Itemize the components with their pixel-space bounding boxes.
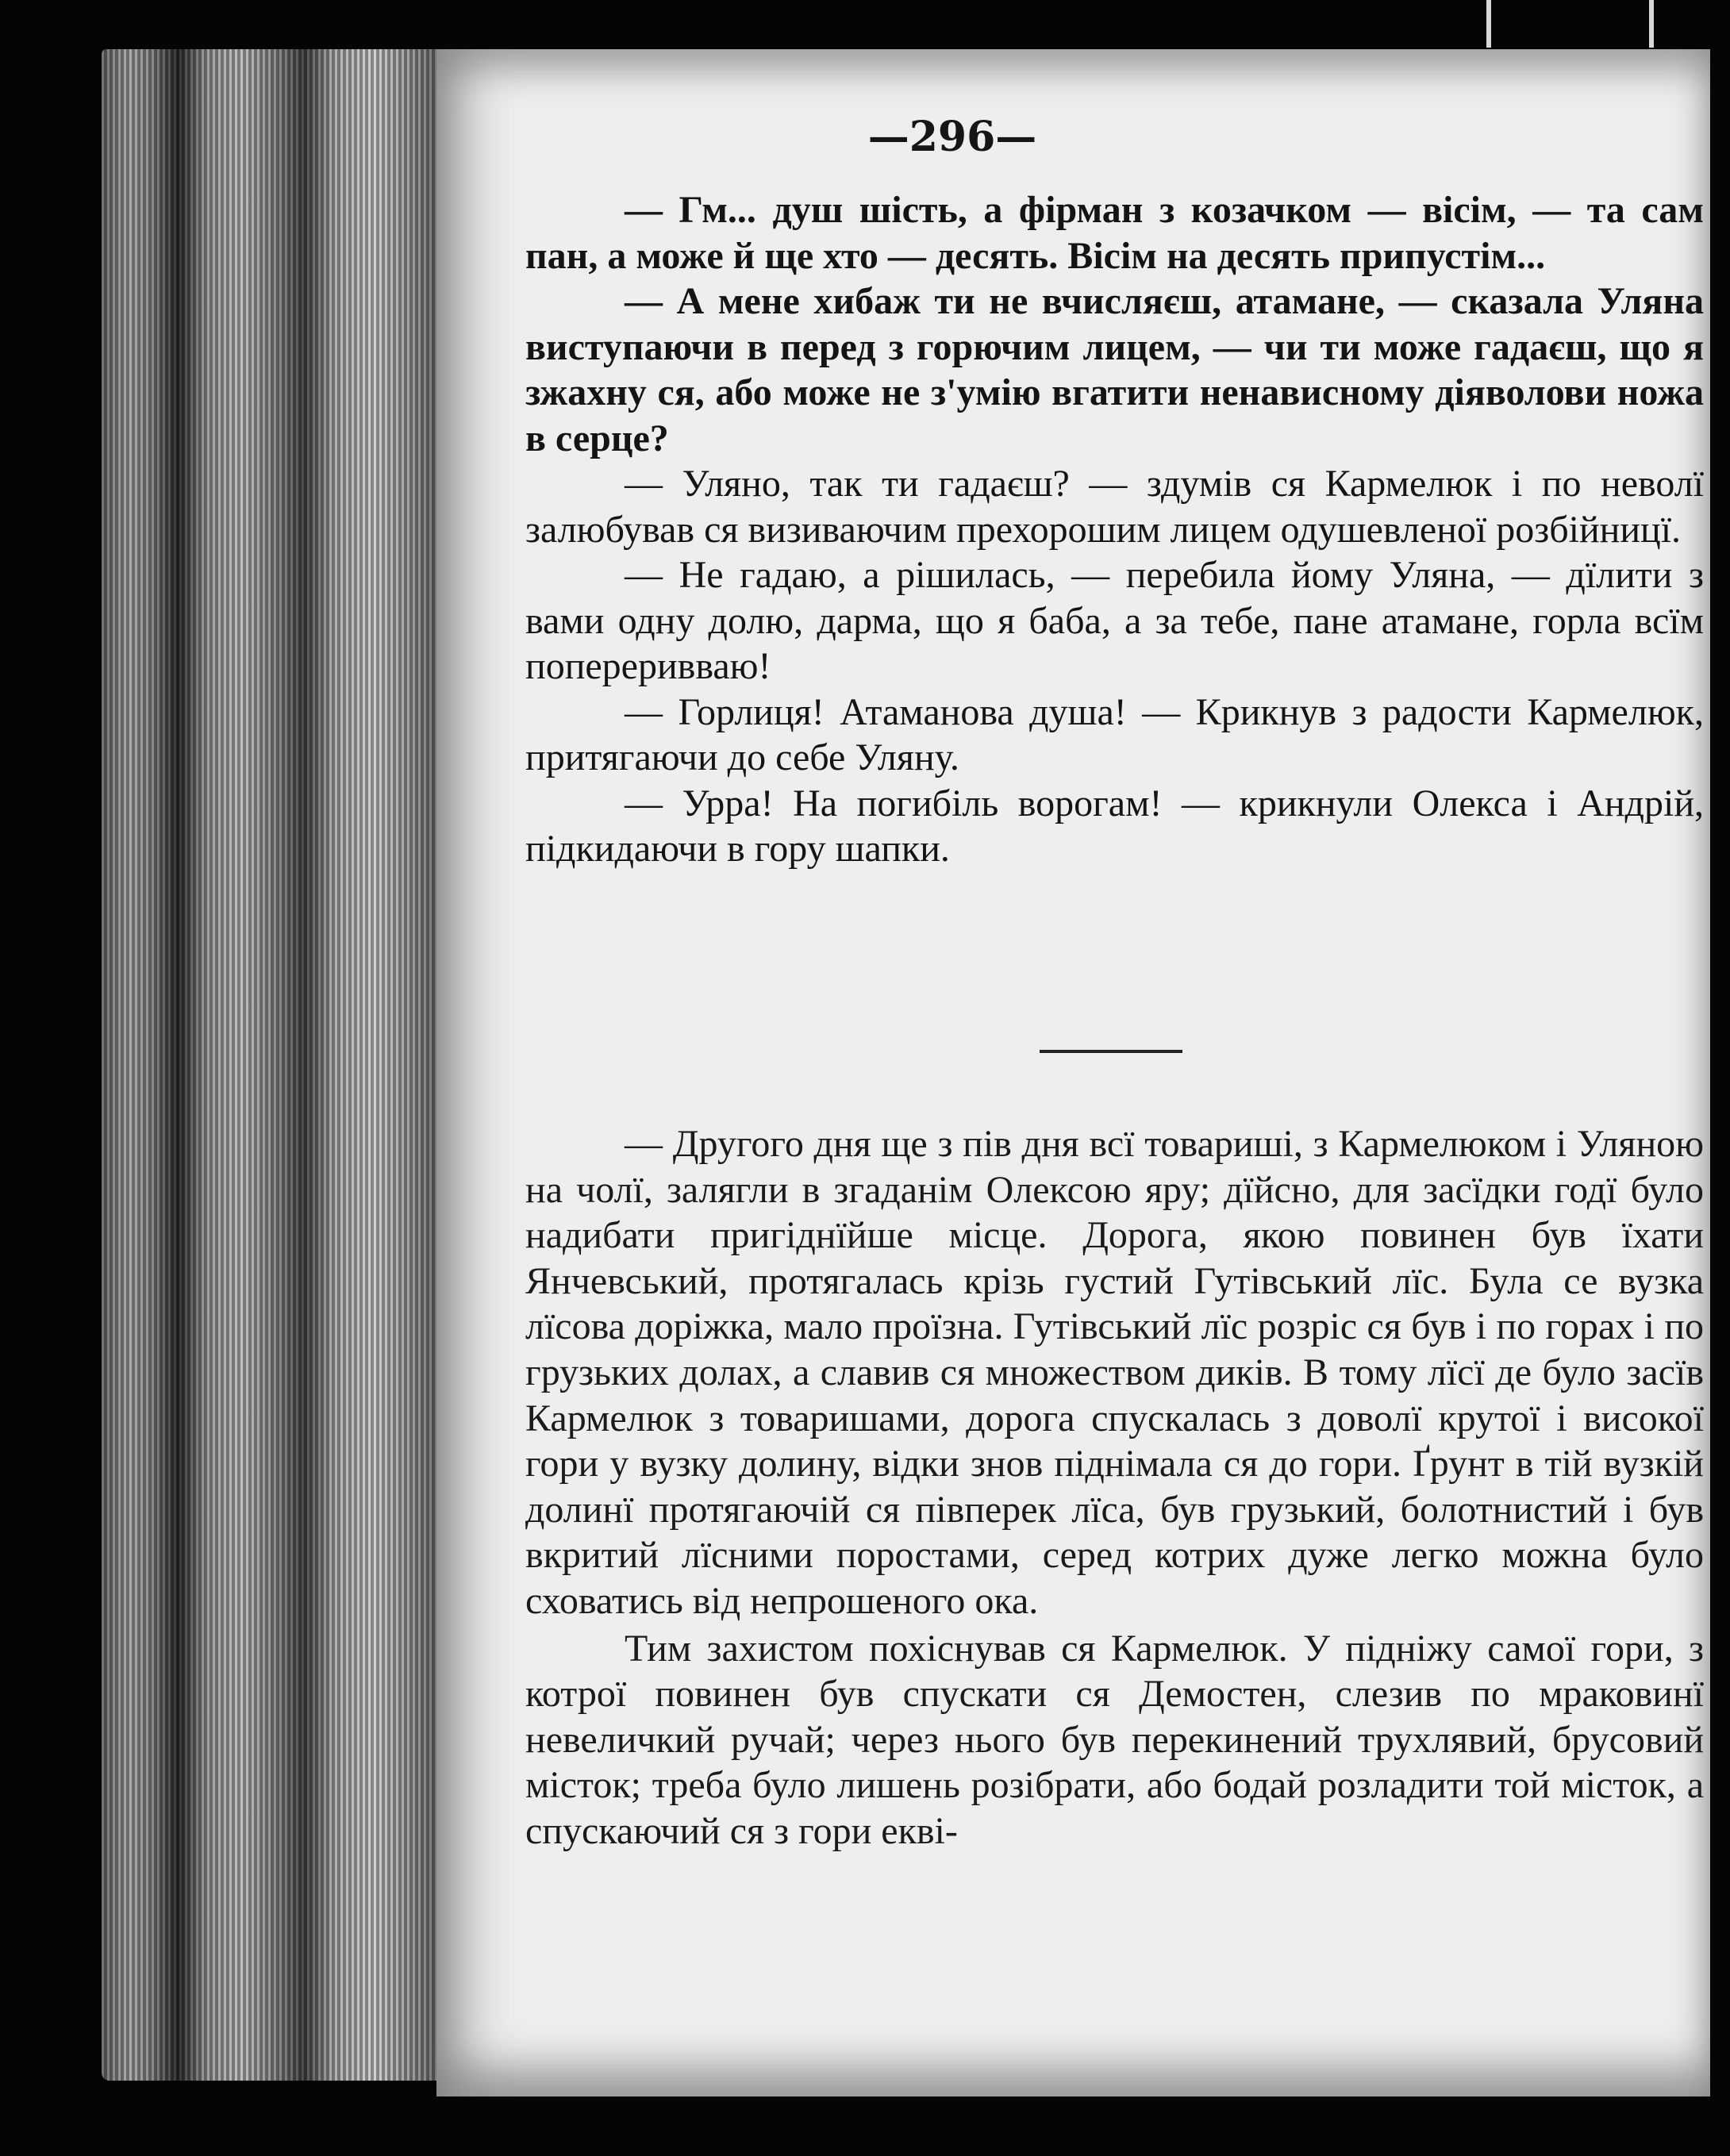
paragraph: — Не гадаю, а рішилась, — перебила йому Уляна, — дїлити з вами одну долю, дарма, що я баба, а за тебе, пане атамане, горла всїм попереривваю! (525, 554, 1704, 687)
paragraph: — Горлиця! Атаманова душа! — Крикнув з радости Кармелюк, притягаючи до себе Уляну. (525, 690, 1704, 778)
paragraph: — Другого дня ще з пів дня всї товариші, з Кармелюком і Уляною на чолї, залягли в згаданім Олексою яру; дїйсно, для засїдки годї було надибати пригіднїйше місце. Дорога, якою повинен був їхати Янчевський, протягалась крізь густий Гутівський лїс. Була се вузка лїсова доріжка, мало проїзна. Гутівський лїс розріс ся був і по горах і по грузьких долах, а славив ся множеством диків. В тому лїсї де було засїв Кармелюк з товаришами, дорога спускалась з доволї крутої і високої гори у вузку долину, відки знов піднімала ся до гори. Ґрунт в тій вузкій долинї протягаючій ся півперек лїса, був грузький, болотнистий і був вкритий лїсними поростами, серед котрих дуже легко можна було сховатись від непрошеного ока. (525, 1123, 1704, 1622)
paragraph: Тим захистом похіснував ся Кармелюк. У підніжу самої гори, з котрої повинен був спускати ся Демостен, слезив по мраковинї невеличкий ручай; через нього був перекинений трухлявий, брусовий місток; треба було лишень розібрати, або бодай розладити той місток, а спускаючий ся з гори екві- (525, 1627, 1704, 1852)
paragraph: — Урра! На погибіль ворогам! — крикнули Олекса і Андрій, підкидаючи в гору шапки. (525, 782, 1704, 870)
scan-mark (1649, 0, 1654, 48)
paragraph: — Гм... душ шість, а фірман з козачком — вісім, — та сам пан, а може й ще хто — десять. Вісім на десять припустім... (525, 189, 1704, 277)
paragraph: — А мене хибаж ти не вчисляєш, атамане, — сказала Уляна виступаючи в перед з горючим лицем, — чи ти може гадаєш, що я зжахну ся, або може не з'умію вгатити ненависному діяволови ножа в серце? (525, 280, 1704, 459)
narrative-block (525, 1121, 1704, 1854)
scan-mark (1486, 0, 1491, 48)
section-divider (1040, 1050, 1182, 1053)
page-number: —296— (867, 113, 1037, 161)
paragraph: — Уляно, так ти гадаєш? — здумів ся Кармелюк і по неволї залюбував ся визиваючим прехорошим лицем одушевленої розбійницї. (525, 463, 1704, 551)
dialogue-block (525, 187, 1704, 872)
book-spine (102, 49, 451, 2081)
